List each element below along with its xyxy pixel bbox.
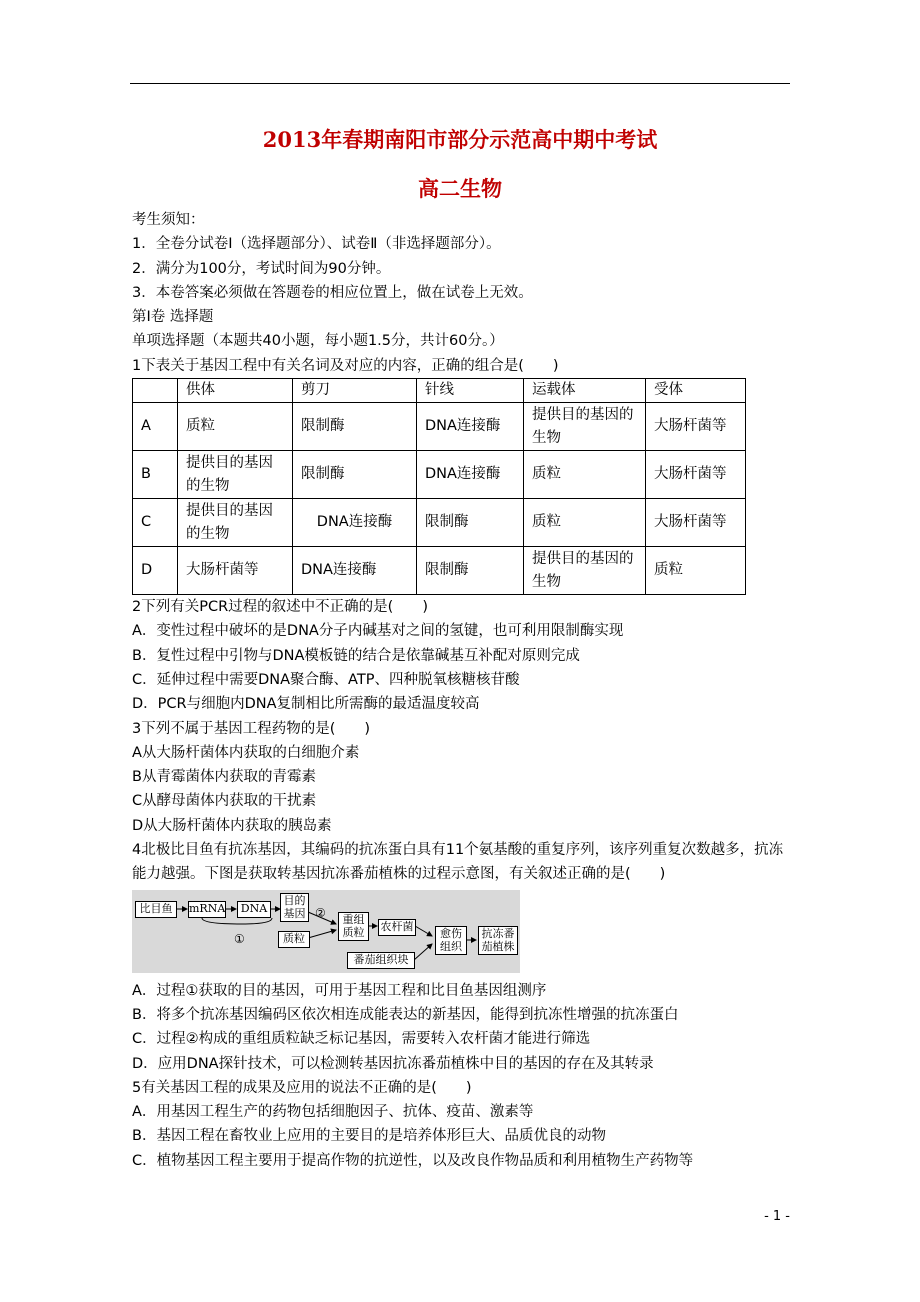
section-title: 第Ⅰ卷 选择题 [132,309,214,326]
table-header-cell: 运载体 [524,379,646,403]
table-cell: DNA连接酶 [293,547,417,595]
table-cell: 限制酶 [293,403,417,451]
table-row [133,451,746,499]
flow-tissue-block: 番茄组织块 [347,952,415,969]
table-header-cell: 针线 [417,379,524,403]
option: A．变性过程中破坏的是DNA分子内碱基对之间的氢键，也可利用限制酶实现 [132,623,624,640]
option: B．将多个抗冻基因编码区依次相连成能表达的新基因，能得到抗冻性增强的抗冻蛋白 [132,1006,679,1023]
table-cell: 质粒 [524,499,646,547]
flow-fish: 比目鱼 [135,901,177,918]
table-cell: 限制酶 [417,499,524,547]
question-stem-2: 2下列有关PCR过程的叙述中不正确的是( ) [132,599,428,616]
flow-diagram [132,890,520,973]
table-header-cell [133,379,178,403]
table-cell: DNA连接酶 [417,403,524,451]
option: C从酵母菌体内获取的干扰素 [132,793,317,810]
table-cell: 提供目的基因的生物 [178,499,293,547]
table-cell: B [133,451,178,499]
table-cell: 提供目的基因的生物 [178,451,293,499]
table-cell: 质粒 [524,451,646,499]
option: D．PCR与细胞内DNA复制相比所需酶的最适温度较高 [132,696,480,713]
table-cell: 质粒 [178,403,293,451]
table-header-row [133,379,746,403]
notice-item: 2．满分为100分，考试时间为90分钟。 [132,260,391,277]
page-number: - 1 - [764,1209,790,1224]
exam-content [132,208,792,1173]
flow-target-gene: 目的基因 [280,893,309,922]
table-row [133,499,746,547]
flow-callus: 愈伤组织 [435,926,467,955]
flow-agrobacterium: 农杆菌 [378,919,416,936]
table-header-cell: 供体 [178,379,293,403]
table-cell: 大肠杆菌等 [646,451,746,499]
table-cell: 质粒 [646,547,746,595]
exam-subtitle: 高二生物 [418,176,502,201]
option: D从大肠杆菌体内获取的胰岛素 [132,817,332,834]
notice-heading: 考生须知： [132,212,205,228]
question-stem-3: 3下列不属于基因工程药物的是( ) [132,720,371,737]
flow-step-2: ② [315,905,326,920]
section-intro: 单项选择题（本题共40小题，每小题1.5分，共计60分。） [132,333,504,350]
option: A．过程①获取的目的基因，可用于基因工程和比目鱼基因组测序 [132,982,547,999]
table-row [133,403,746,451]
table-cell: 限制酶 [293,451,417,499]
table-row [133,547,746,595]
option: B．复性过程中引物与DNA模板链的结合是依靠碱基互补配对原则完成 [132,647,580,664]
flow-recombinant-plasmid: 重组质粒 [338,912,369,941]
question-stem-4: 4北极比目鱼有抗冻基因，其编码的抗冻蛋白具有11个氨基酸的重复序列，该序列重复次数越多，抗冻能力越强。下图是获取转基因抗冻番茄植株的过程示意图，有关叙述正确的是( ) [132,842,784,883]
option: C．延伸过程中需要DNA聚合酶、ATP、四种脱氧核糖核苷酸 [132,671,520,688]
q1-table [132,378,746,595]
table-cell: 大肠杆菌等 [646,403,746,451]
option: D．应用DNA探针技术，可以检测转基因抗冻番茄植株中目的基因的存在及其转录 [132,1055,654,1072]
table-cell: DNA连接酶 [293,499,417,547]
table-cell: 大肠杆菌等 [646,499,746,547]
flow-mrna: mRNA [188,901,226,918]
question-stem-5: 5有关基因工程的成果及应用的说法不正确的是( ) [132,1079,472,1096]
table-header-cell: 剪刀 [293,379,417,403]
table-cell: C [133,499,178,547]
notice-item: 1．全卷分试卷Ⅰ（选择题部分）、试卷Ⅱ（非选择题部分）。 [132,236,501,253]
table-header-cell: 受体 [646,379,746,403]
option: C．植物基因工程主要用于提高作物的抗逆性，以及改良作物品质和利用植物生产药物等 [132,1152,694,1169]
exam-title: 2013年春期南阳市部分示范高中期中考试 [262,127,658,152]
table-cell: DNA连接酶 [417,451,524,499]
flow-step-1: ① [234,931,245,946]
option: A．用基因工程生产的药物包括细胞因子、抗体、疫苗、激素等 [132,1104,534,1121]
table-cell: 提供目的基因的生物 [524,403,646,451]
question-stem-1: 1下表关于基因工程中有关名词及对应的内容，正确的组合是( ) [132,357,559,374]
flow-plasmid: 质粒 [278,931,310,948]
notice-item: 3．本卷答案必须做在答题卷的相应位置上，做在试卷上无效。 [132,284,533,301]
table-cell: 大肠杆菌等 [178,547,293,595]
flow-antifreeze-plant: 抗冻番茄植株 [478,926,518,955]
table-cell: D [133,547,178,595]
header-rule [130,83,790,84]
flow-dna: DNA [237,901,271,918]
option: B．基因工程在畜牧业上应用的主要目的是培养体形巨大、品质优良的动物 [132,1128,606,1145]
table-cell: 提供目的基因的生物 [524,547,646,595]
option: C．过程②构成的重组质粒缺乏标记基因，需要转入农杆菌才能进行筛选 [132,1031,591,1048]
option: B从青霉菌体内获取的青霉素 [132,769,316,786]
table-cell: A [133,403,178,451]
option: A从大肠杆菌体内获取的白细胞介素 [132,744,360,761]
table-cell: 限制酶 [417,547,524,595]
